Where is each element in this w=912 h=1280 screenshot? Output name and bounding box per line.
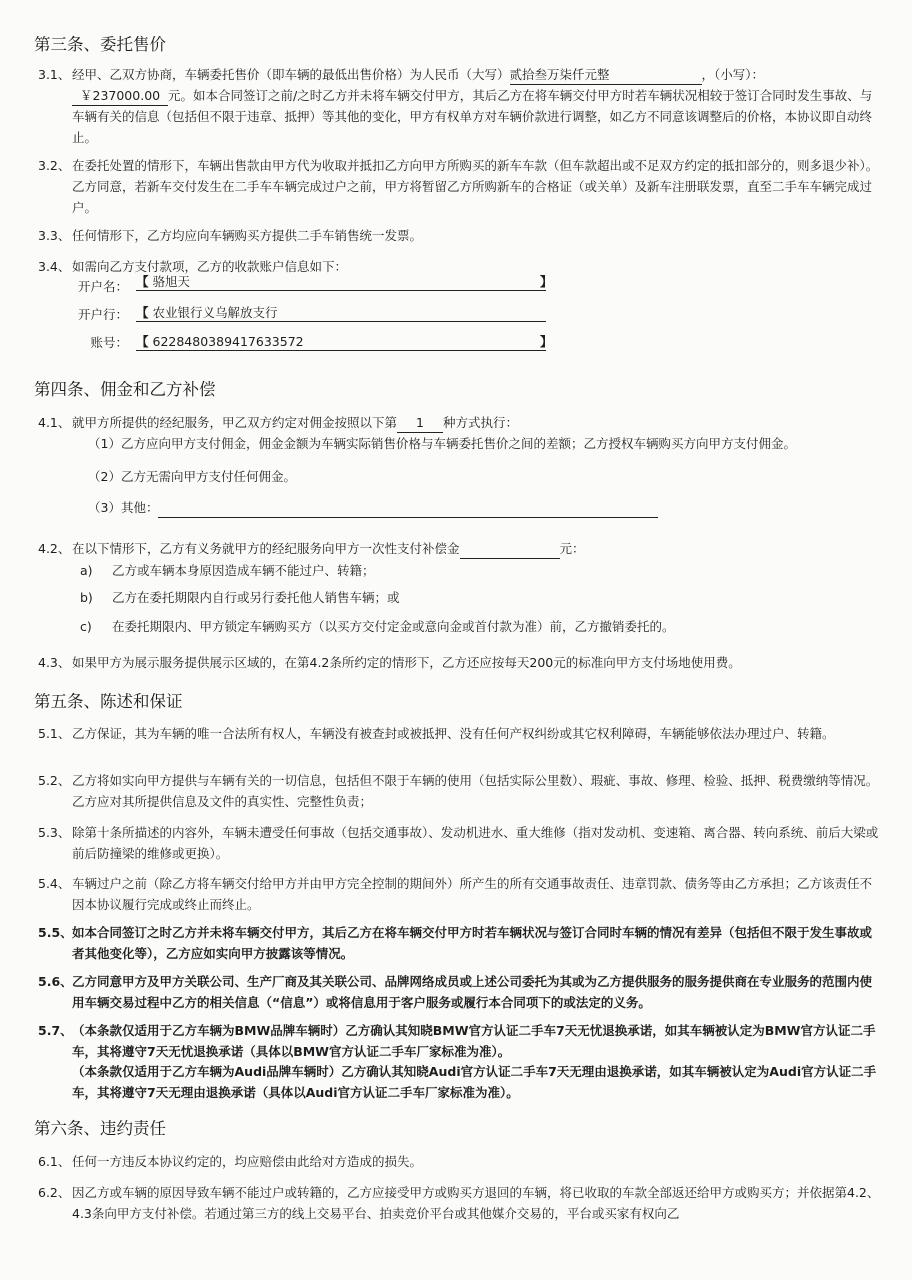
clause-5-7-bmw-text: （本条款仅适用于乙方车辆为BMW品牌车辆时）乙方确认其知晓BMW官方认证二手车7天无忧退换承诺，如其车辆被认定为BMW官方认证二手车，其将遵守7天无忧退换承诺（具体以BMW官方认证二手车厂家标准为准）。 <box>72 1023 876 1059</box>
bank-value: 农业银行义乌解放支行 <box>152 305 278 320</box>
clause-5-4-text: 车辆过户之前（除乙方将车辆交付给甲方并由甲方完全控制的期间外）所产生的所有交通事故责任、违章罚款、债务等由乙方承担；乙方该责任不因本协议履行完成或终止而终止。 <box>72 876 873 912</box>
clause-3-4-text: 如需向乙方支付款项，乙方的收款账户信息如下： <box>72 259 348 274</box>
clause-5-5-text: 如本合同签订之时乙方并未将车辆交付甲方，其后乙方在将车辆交付甲方时若车辆状况与签订合同时车辆的情况有差异（包括但不限于发生事故或者其他变化等），乙方应如实向甲方披露该等情况。 <box>72 925 873 961</box>
clause-3-1-post: 元。如本合同签订之前/之时乙方并未将车辆交付甲方，其后乙方在将车辆交付甲方时若车辆状况相较于签订合同时发生事故、与车辆有关的信息（包括但不限于违章、抵押）等其他的变化，甲方有权单方对车辆价款进行调整，如乙方不同意该调整后的价格，本协议即自动终止。 <box>72 88 873 145</box>
compensation-amount-field <box>460 540 560 559</box>
item-a-label: a) <box>80 563 93 578</box>
clause-5-3-text: 除第十条所描述的内容外，车辆未遭受任何事故（包括交通事故）、发动机进水、重大维修（指对发动机、变速箱、离合器、转向系统、前后大梁或前后防撞梁的维修或更换）。 <box>72 825 879 861</box>
bank-field <box>136 302 556 322</box>
clause-5-7-number: 5.7、 <box>38 1023 73 1038</box>
clause-3-1-number: 3.1、 <box>38 67 71 82</box>
clause-4-2-pre: 在以下情形下，乙方有义务就甲方的经纪服务向甲方一次性支付补偿金 <box>72 541 460 556</box>
clause-6-1-number: 6.1、 <box>38 1154 71 1169</box>
clause-5-5-number: 5.5、 <box>38 925 73 940</box>
clause-5-4-number: 5.4、 <box>38 876 71 891</box>
item-b-label: b) <box>80 590 93 605</box>
article-4-heading: 第四条、佣金和乙方补偿 <box>34 380 216 399</box>
account-name-underline <box>136 290 546 291</box>
clause-4-3-text: 如果甲方为展示服务提供展示区域的，在第4.2条所约定的情形下，乙方还应按每天200元的标准向甲方支付场地使用费。 <box>72 655 741 670</box>
account-name-label: 开户名： <box>77 279 128 294</box>
bank-label: 开户行： <box>77 307 128 322</box>
account-number-label: 账号： <box>90 335 128 350</box>
clause-6-2-text: 因乙方或车辆的原因导致车辆不能过户或转籍的，乙方应接受甲方或购买方退回的车辆，将已收取的车款全部返还给甲方或购买方；并依据第4.2、4.3条向甲方支付补偿。若通过第三方的线上交易平台、拍卖竞价平台或其他媒介交易的，平台或买家有权向乙 <box>72 1185 880 1221</box>
item-c-label: c) <box>80 619 92 634</box>
clause-5-6-number: 5.6、 <box>38 974 73 989</box>
clause-5-1-number: 5.1、 <box>38 726 71 741</box>
clause-3-1-text <box>72 64 880 148</box>
commission-option-2: （2）乙方无需向甲方支付任何佣金。 <box>88 469 296 484</box>
clause-5-6-text: 乙方同意甲方及甲方关联公司、生产厂商及其关联公司、品牌网络成员或上述公司委托为其或为乙方提供服务的服务提供商在专业服务的范围内使用车辆交易过程中乙方的相关信息（“信息”）或将信息用于客户服务或履行本合同项下的或法定的义务。 <box>72 974 873 1010</box>
commission-option-1: （1）乙方应向甲方支付佣金，佣金金额为车辆实际销售价格与车辆委托售价之间的差额；乙方授权车辆购买方向甲方支付佣金。 <box>88 436 796 451</box>
clause-4-2-text <box>72 538 880 559</box>
clause-4-2-number: 4.2、 <box>38 541 71 556</box>
commission-option-3 <box>88 497 880 518</box>
commission-option-3-label: （3）其他： <box>88 500 159 515</box>
close-bracket: 】 <box>540 334 553 349</box>
clause-4-1-text <box>72 412 880 433</box>
clause-3-1-pre: 经甲、乙双方协商，车辆委托售价（即车辆的最低出售价格）为人民币（大写） <box>72 67 510 82</box>
other-method-field <box>158 499 658 518</box>
clause-5-2-number: 5.2、 <box>38 773 71 788</box>
account-name-value: 骆旭天 <box>152 274 191 289</box>
clause-4-1-post: 种方式执行： <box>443 415 519 430</box>
clause-3-1-mid: ，（小写）： <box>701 67 765 82</box>
article-5-heading: 第五条、陈述和保证 <box>34 692 183 711</box>
item-b-text: 乙方在委托期限内自行或另行委托他人销售车辆；或 <box>112 590 400 605</box>
commission-choice-field: 1 <box>397 414 443 433</box>
article-3-heading: 第三条、委托售价 <box>34 35 166 54</box>
clause-3-2-text: 在委托处置的情形下，车辆出售款由甲方代为收取并抵扣乙方向甲方所购买的新车车款（但车款超出或不足双方约定的抵扣部分的，则多退少补）。乙方同意，若新车交付发生在二手车车辆完成过户之前，甲方将暂留乙方所购新车的合格证（或关单）及新车注册联发票，直至二手车车辆完成过户。 <box>72 158 879 215</box>
clause-5-3-number: 5.3、 <box>38 825 71 840</box>
clause-4-1-pre: 就甲方所提供的经纪服务，甲乙双方约定对佣金按照以下第 <box>72 415 398 430</box>
clause-4-1-number: 4.1、 <box>38 415 71 430</box>
account-name-field <box>136 271 556 291</box>
item-a-text: 乙方或车辆本身原因造成车辆不能过户、转籍； <box>112 563 375 578</box>
clause-5-2-text: 乙方将如实向甲方提供与车辆有关的一切信息，包括但不限于车辆的使用（包括实际公里数）、瑕疵、事故、修理、检验、抵押、税费缴纳等情况。乙方应对其所提供信息及文件的真实性、完整性负责； <box>72 773 879 809</box>
account-number-underline <box>136 350 546 351</box>
clause-4-3-number: 4.3、 <box>38 655 71 670</box>
clause-5-1-text: 乙方保证，其为车辆的唯一合法所有权人，车辆没有被查封或被抵押、没有任何产权纠纷或其它权利障碍，车辆能够依法办理过户、转籍。 <box>72 726 835 741</box>
price-upper-field: 贰拾叁万柒仟元整 <box>510 66 702 85</box>
clause-3-4-number: 3.4、 <box>38 259 71 274</box>
clause-3-3-number: 3.3、 <box>38 228 71 243</box>
clause-3-2-number: 3.2、 <box>38 158 71 173</box>
account-number-field <box>136 331 556 351</box>
open-bracket: 【 <box>136 334 149 349</box>
clause-4-2-post: 元： <box>559 541 585 556</box>
price-lower-field: ￥237000.00 <box>72 87 168 106</box>
clause-6-2-number: 6.2、 <box>38 1185 71 1200</box>
item-c-text: 在委托期限内、甲方锁定车辆购买方（以买方交付定金或意向金或首付款为准）前，乙方撤销委托的。 <box>112 619 675 634</box>
open-bracket: 【 <box>136 274 149 289</box>
clause-5-7-audi-text: （本条款仅适用于乙方车辆为Audi品牌车辆时）乙方确认其知晓Audi官方认证二手车7天无理由退换承诺，如其车辆被认定为Audi官方认证二手车，其将遵守7天无理由退换承诺（具体以Audi官方认证二手车厂家标准为准）。 <box>72 1064 877 1100</box>
bank-underline <box>136 321 546 322</box>
clause-3-3-text: 任何情形下，乙方均应向车辆购买方提供二手车销售统一发票。 <box>72 228 423 243</box>
close-bracket: 】 <box>540 274 553 289</box>
article-6-heading: 第六条、违约责任 <box>34 1119 166 1138</box>
account-number-value: 6228480389417633572 <box>152 334 304 349</box>
open-bracket: 【 <box>136 305 149 320</box>
clause-6-1-text: 任何一方违反本协议约定的，均应赔偿由此给对方造成的损失。 <box>72 1154 423 1169</box>
